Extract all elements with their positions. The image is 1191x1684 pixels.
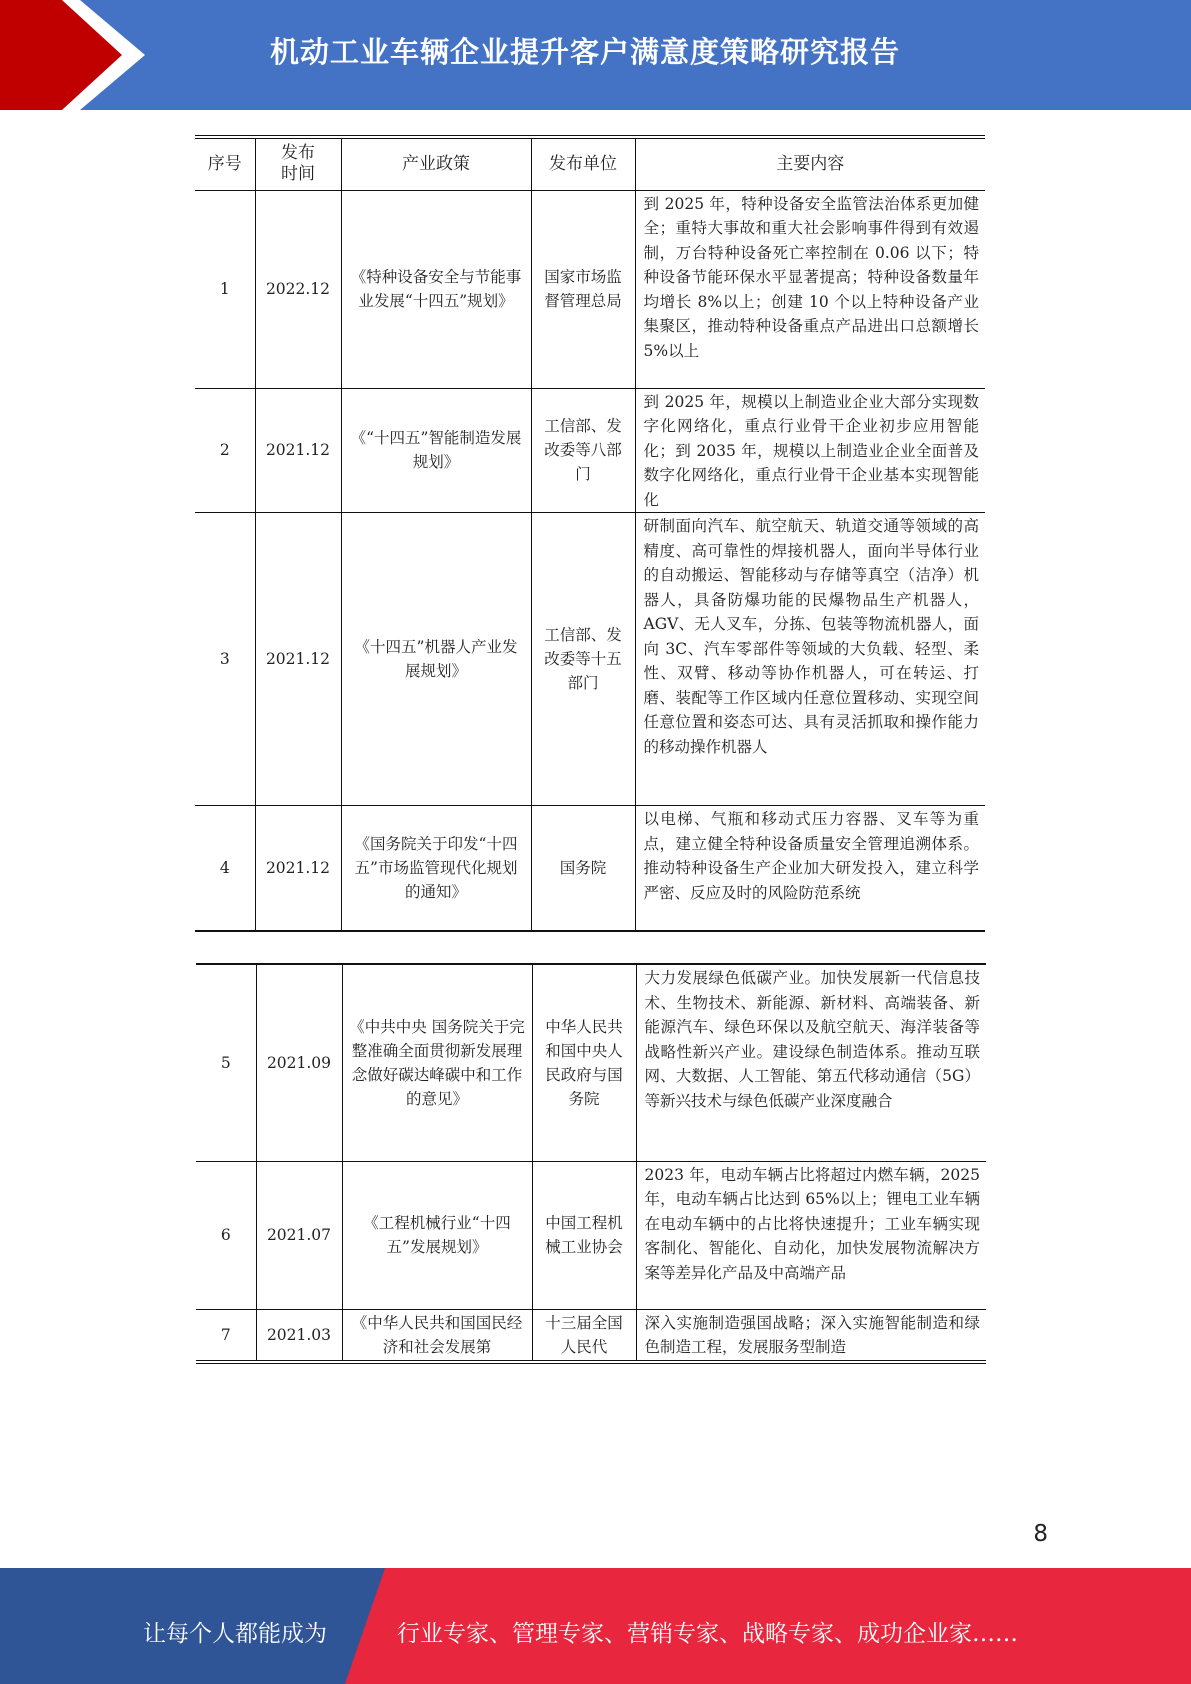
row-number: 6 — [196, 1161, 256, 1309]
row-content: 2023 年，电动车辆占比将超过内燃车辆，2025 年，电动车辆占比达到 65%以上；锂电工业车辆在电动车辆中的占比将快速提升；工业车辆实现客制化、智能化、自动化，加快发展物流解决方案等差异化产品及中高端产品 — [636, 1161, 986, 1309]
row-content: 以电梯、气瓶和移动式压力容器、叉车等为重点，建立健全特种设备质量安全管理追溯体系。推动特种设备生产企业加大研发投入，建立科学严密、反应及时的风险防范系统 — [635, 806, 985, 931]
table-row — [195, 806, 985, 931]
table-row — [196, 1309, 986, 1362]
row-issuer: 十三届全国人民代 — [532, 1309, 636, 1362]
row-content: 深入实施制造强国战略；深入实施智能制造和绿色制造工程，发展服务型制造 — [636, 1309, 986, 1362]
row-date: 2021.09 — [256, 964, 342, 1161]
row-policy: 《中华人民共和国国民经济和社会发展第 — [342, 1309, 532, 1362]
col-header-issuer: 发布单位 — [531, 137, 635, 190]
table-row — [196, 964, 986, 1161]
row-date: 2021.12 — [255, 513, 341, 806]
row-number: 4 — [195, 806, 255, 931]
row-policy: 《国务院关于印发“十四五”市场监管现代化规划的通知》 — [341, 806, 531, 931]
row-policy: 《“十四五”智能制造发展规划》 — [341, 388, 531, 513]
row-number: 7 — [196, 1309, 256, 1362]
row-number: 2 — [195, 388, 255, 513]
row-policy: 《特种设备安全与节能事业发展“十四五”规划》 — [341, 190, 531, 388]
table-header-row — [195, 137, 985, 190]
col-header-time: 发布 时间 — [255, 137, 341, 190]
row-date: 2022.12 — [255, 190, 341, 388]
row-number: 3 — [195, 513, 255, 806]
page-number: 8 — [1033, 1521, 1048, 1547]
row-content: 到 2025 年，规模以上制造业企业大部分实现数字化网络化，重点行业骨干企业初步应用智能化；到 2035 年，规模以上制造业企业全面普及数字化网络化，重点行业骨干企业基本实现智能化 — [635, 388, 985, 513]
row-policy: 《工程机械行业“十四五”发展规划》 — [342, 1161, 532, 1309]
row-policy: 《中共中央 国务院关于完整准确全面贯彻新发展理念做好碳达峰碳中和工作的意见》 — [342, 964, 532, 1161]
footer-slogan-right: 行业专家、管理专家、营销专家、战略专家、成功企业家…… — [397, 1621, 1018, 1647]
row-issuer: 工信部、发改委等八部门 — [531, 388, 635, 513]
policy-table-part-1 — [195, 135, 985, 932]
table-row — [195, 388, 985, 513]
row-content: 研制面向汽车、航空航天、轨道交通等领域的高精度、高可靠性的焊接机器人，面向半导体行业的自动搬运、智能移动与存储等真空（洁净）机器人，具备防爆功能的民爆物品生产机器人，AGV、无人叉车，分拣、包装等物流机器人，面向 3C、汽车零部件等领域的大负载、轻型、柔性、双臂、移动等协作机器人，可在转运、打磨、装配等工作区域内任意位置移动、实现空间任意位置和姿态可达、具有灵活抓取和操作能力的移动操作机器人 — [635, 513, 985, 806]
table-row — [196, 1161, 986, 1309]
table-row — [195, 190, 985, 388]
page-header — [0, 0, 1191, 110]
col-header-policy: 产业政策 — [341, 137, 531, 190]
row-date: 2021.12 — [255, 388, 341, 513]
table-row — [195, 513, 985, 806]
row-content: 大力发展绿色低碳产业。加快发展新一代信息技术、生物技术、新能源、新材料、高端装备、新能源汽车、绿色环保以及航空航天、海洋装备等战略性新兴产业。建设绿色制造体系。推动互联网、大数据、人工智能、第五代移动通信（5G）等新兴技术与绿色低碳产业深度融合 — [636, 964, 986, 1161]
col-header-content: 主要内容 — [635, 137, 985, 190]
row-date: 2021.12 — [255, 806, 341, 931]
row-issuer: 工信部、发改委等十五部门 — [531, 513, 635, 806]
row-date: 2021.03 — [256, 1309, 342, 1362]
row-issuer: 国家市场监督管理总局 — [531, 190, 635, 388]
col-header-no: 序号 — [195, 137, 255, 190]
footer-slogan-left: 让每个人都能成为 — [143, 1621, 327, 1647]
row-issuer: 国务院 — [531, 806, 635, 931]
page-footer — [0, 1568, 1191, 1684]
report-title: 机动工业车辆企业提升客户满意度策略研究报告 — [270, 35, 901, 69]
row-issuer: 中华人民共和国中央人民政府与国务院 — [532, 964, 636, 1161]
row-policy: 《十四五”机器人产业发展规划》 — [341, 513, 531, 806]
row-number: 5 — [196, 964, 256, 1161]
row-date: 2021.07 — [256, 1161, 342, 1309]
row-issuer: 中国工程机械工业协会 — [532, 1161, 636, 1309]
policy-table-part-2 — [196, 963, 986, 1364]
row-number: 1 — [195, 190, 255, 388]
row-content: 到 2025 年，特种设备安全监管法治体系更加健全；重特大事故和重大社会影响事件得到有效遏制，万台特种设备死亡率控制在 0.06 以下；特种设备节能环保水平显著提高；特种设备数量年均增长 8%以上；创建 10 个以上特种设备产业集聚区，推动特种设备重点产品进出口总额增长 5%以上 — [635, 190, 985, 388]
